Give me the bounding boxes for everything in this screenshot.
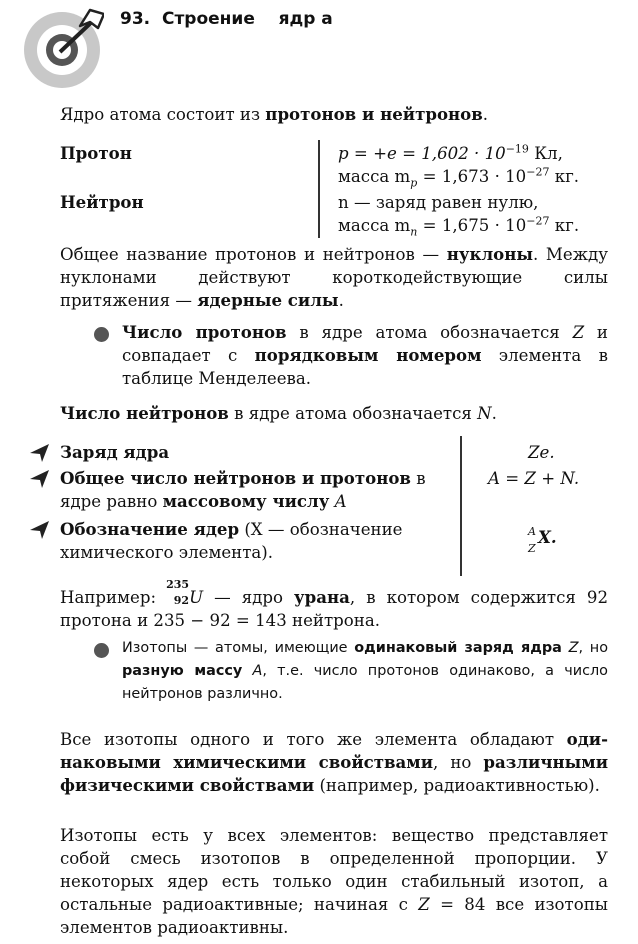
isotopes-all-paragraph: Изотопы есть у всех элементов: вещество представляет собой смесь изотопов в определенной пропорции. У некоторых ядер есть только один стабильный изотоп, а остальные радиоактивные; начиная с Z = 84 все изотопы элементов радиоактивны. xyxy=(60,826,608,937)
isotopes-definition: Изотопы — атомы, имеющие одинаковый заряд ядра Z, но разную массу A, т.е. число протонов одинаково, а число нейтронов различно. xyxy=(122,640,608,702)
bullet-icon xyxy=(94,643,109,658)
pointer-arrow-icon xyxy=(30,470,50,494)
pointer-arrow-icon xyxy=(30,521,50,545)
proton-values: $p = +e = 1,602 \cdot 10^{-19}$ Кл, масса $m_p = 1,673 \cdot 10^{-27}$ кг. xyxy=(338,142,580,190)
table-divider xyxy=(318,140,320,238)
pointer-arrow-icon xyxy=(30,444,50,468)
notation-text: Обозначение ядер (X — обозначение химического элемента). xyxy=(60,519,403,562)
protons-number-paragraph: Число протонов в ядре атома обозначается Z и совпадает с порядковым номером элемента в таблице Менделеева. xyxy=(122,322,608,388)
bullet-icon xyxy=(94,327,109,342)
neutron-label: Нейтрон xyxy=(60,192,144,212)
mass-number-text: Общее число нейтронов и протонов в ядре равно массовому числу A xyxy=(60,468,426,511)
mass-formula: A = Z + N. xyxy=(488,469,580,488)
defs-divider xyxy=(460,436,462,576)
uranium-example: Например: 235 92 U — ядро урана, в котором содержится 92 протона и 235 − 92 = 143 нейтрона. xyxy=(60,578,609,630)
proton-label: Протон xyxy=(60,143,132,163)
neutrons-number-line: Число нейтронов в ядре атома обозначается N. xyxy=(60,403,497,423)
isotopes-properties-paragraph: Все изотопы одного и того же элемента обладают одинаковыми химическими свойствами, но различными физическими свойствами (например, радиоактивностью). xyxy=(60,729,609,795)
intro-paragraph: Ядро атома состоит из протонов и нейтронов. xyxy=(60,104,489,124)
page-title: 93. Строение ядр а xyxy=(120,9,333,29)
target-logo-icon xyxy=(20,6,104,90)
neutron-values: n — заряд равен нулю, масса $m_n = 1,675 \cdot 10^{-27}$ кг. xyxy=(338,193,580,239)
charge-value: Ze. xyxy=(528,443,555,462)
nucleons-paragraph: Общее название протонов и нейтронов — нуклоны. Между нуклонами действуют короткодействующие силы притяжения — ядерные силы. xyxy=(60,244,608,310)
charge-label: Заряд ядра xyxy=(60,442,170,462)
